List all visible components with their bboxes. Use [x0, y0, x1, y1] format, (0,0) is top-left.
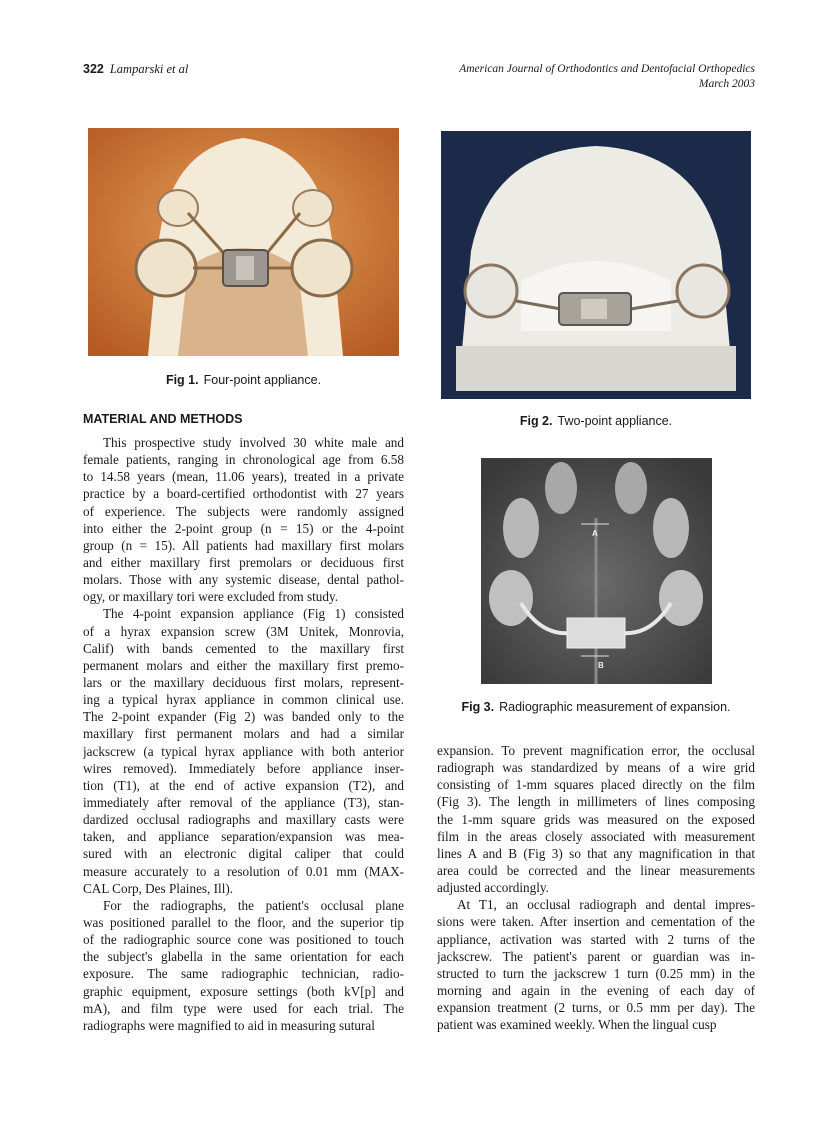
text-line: expansion treatment (2 turns, or 0.5 mm per day). The	[437, 1000, 755, 1016]
line-a-marker: A	[592, 529, 598, 538]
text-line: practice by a board-certified orthodontist with 27 years	[83, 486, 404, 502]
paragraph	[437, 742, 755, 896]
running-header-right	[459, 62, 755, 92]
text-line: measure accurately to a resolution of 0.01 mm (MAX-	[83, 863, 404, 879]
figure-1-image	[88, 128, 399, 356]
figure-3-radiograph	[481, 458, 712, 684]
text-line: lines A and B (Fig 3) so that any magnification in that	[437, 845, 755, 861]
figure-label: Fig 3.	[461, 700, 495, 714]
text-line: maxillary first permanent molars and had a similar	[83, 726, 404, 742]
paragraph	[83, 897, 404, 1034]
line-b-marker: B	[598, 661, 604, 670]
figure-1-caption	[88, 373, 399, 387]
text-line: sions were taken. After insertion and cementation of the	[437, 914, 755, 930]
text-line: At T1, an occlusal radiograph and dental impres-	[457, 897, 755, 913]
text-line: dardized occlusal radiographs and maxillary casts were	[83, 812, 404, 828]
text-line: jackscrew (a typical hyrax appliance with both anterior	[83, 743, 404, 759]
text-line: radiographs were magnified to aid in measuring sutural	[83, 1017, 375, 1033]
text-line: the 1-mm square grids was measured on the exposed	[437, 811, 755, 827]
text-line: molars. Those with any systemic disease, dental pathol-	[83, 572, 404, 588]
right-text-column	[437, 742, 755, 1033]
text-line: of the radiographic source cone was positioned to touch	[83, 932, 404, 948]
text-line: film in the areas closely associated with measurement	[437, 828, 755, 844]
journal-title: American Journal of Orthodontics and Dentofacial Orthopedics	[459, 63, 755, 75]
text-line: adjusted accordingly.	[437, 880, 549, 896]
text-line: lars or the maxillary deciduous first molars, represent-	[83, 674, 404, 690]
figure-caption-text: Four-point appliance.	[203, 373, 322, 387]
page-number: 322	[83, 62, 104, 76]
text-line: wires removed). Immediately before appliance inser-	[83, 760, 404, 776]
section-heading: MATERIAL AND METHODS	[83, 412, 243, 426]
text-line: radiograph was standardized by means of a wire grid	[437, 760, 755, 776]
authors: Lamparski et al	[109, 62, 189, 76]
text-line: graphic equipment, exposure settings (both kV[p] and	[83, 983, 404, 999]
figure-label: Fig 1.	[165, 373, 199, 387]
paragraph	[437, 896, 755, 1033]
figure-label: Fig 2.	[519, 414, 553, 428]
figure-2-caption	[441, 414, 751, 428]
text-line: appliance, activation was started with 2 turns of the	[437, 931, 755, 947]
text-line: The 2-point expander (Fig 2) was banded only to the	[83, 709, 404, 725]
paragraph	[83, 434, 404, 605]
text-line: morning and again in the evening of each day of	[437, 982, 755, 998]
text-line: sured with an electronic digital caliper that could	[83, 846, 404, 862]
text-line: (Fig 3). The length in millimeters of lines composing	[437, 794, 755, 810]
figure-caption-text: Two-point appliance.	[557, 414, 673, 428]
text-line: Calif) with bands cemented to the maxillary first	[83, 640, 404, 656]
text-line: ogy, or maxillary tori were excluded from study.	[83, 589, 339, 605]
text-line: female patients, ranging in chronological age from 6.58	[83, 452, 404, 468]
text-line: This prospective study involved 30 white male and	[103, 435, 404, 450]
text-line: the subject's glabella in the same orientation for each	[83, 949, 404, 965]
text-line: tion (T1), at the end of active expansion (T2), and	[83, 777, 404, 793]
text-line: For the radiographs, the patient's occlusal plane	[103, 897, 404, 913]
text-line: area could be corrected and the linear measurements	[437, 862, 755, 878]
figure-caption-text: Radiographic measurement of expansion.	[499, 700, 731, 714]
text-line: of experience. The subjects were randomly assigned	[83, 503, 404, 519]
text-line: exposure. The same radiographic technician, radio-	[83, 966, 404, 982]
left-text-column	[83, 434, 404, 1034]
text-line: into either the 2-point group (n = 15) or the 4-point	[83, 520, 404, 536]
text-line: The 4-point expansion appliance (Fig 1) consisted	[103, 606, 404, 622]
text-line: and either maxillary first premolars or deciduous first	[83, 554, 404, 570]
text-line: of a hyrax expansion screw (3M Unitek, Monrovia,	[83, 623, 404, 639]
text-line: group (n = 15). All patients had maxillary first molars	[83, 537, 404, 553]
text-line: permanent molars and either the maxillary first premo-	[83, 657, 404, 673]
text-line: expansion. To prevent magnification error, the occlusal	[437, 743, 755, 758]
text-line: taken, and appliance separation/expansion was mea-	[83, 829, 404, 845]
text-line: to 14.58 years (mean, 11.06 years), treated in a private	[83, 469, 404, 485]
running-header-left	[83, 62, 188, 77]
issue-date: March 2003	[698, 78, 755, 90]
figure-3-caption	[437, 700, 755, 714]
text-line: consisting of 1-mm squares placed directly on the film	[437, 777, 755, 793]
text-line: was positioned parallel to the floor, and the superior tip	[83, 914, 404, 930]
figure-2-image	[441, 131, 751, 399]
paragraph	[83, 605, 404, 896]
text-line: structed to turn the jackscrew 1 turn (0.25 mm) in the	[437, 965, 755, 981]
text-line: immediately after removal of the appliance (T3), stan-	[83, 794, 404, 810]
text-line: patient was examined weekly. When the lingual cusp	[437, 1017, 717, 1033]
text-line: CAL Corp, Des Plaines, Ill).	[83, 880, 234, 896]
text-line: mA), and film type were used for each trial. The	[83, 1000, 404, 1016]
text-line: ing a typical hyrax appliance in common clinical use.	[83, 692, 404, 708]
text-line: jackscrew. The patient's parent or guardian was in-	[437, 948, 755, 964]
